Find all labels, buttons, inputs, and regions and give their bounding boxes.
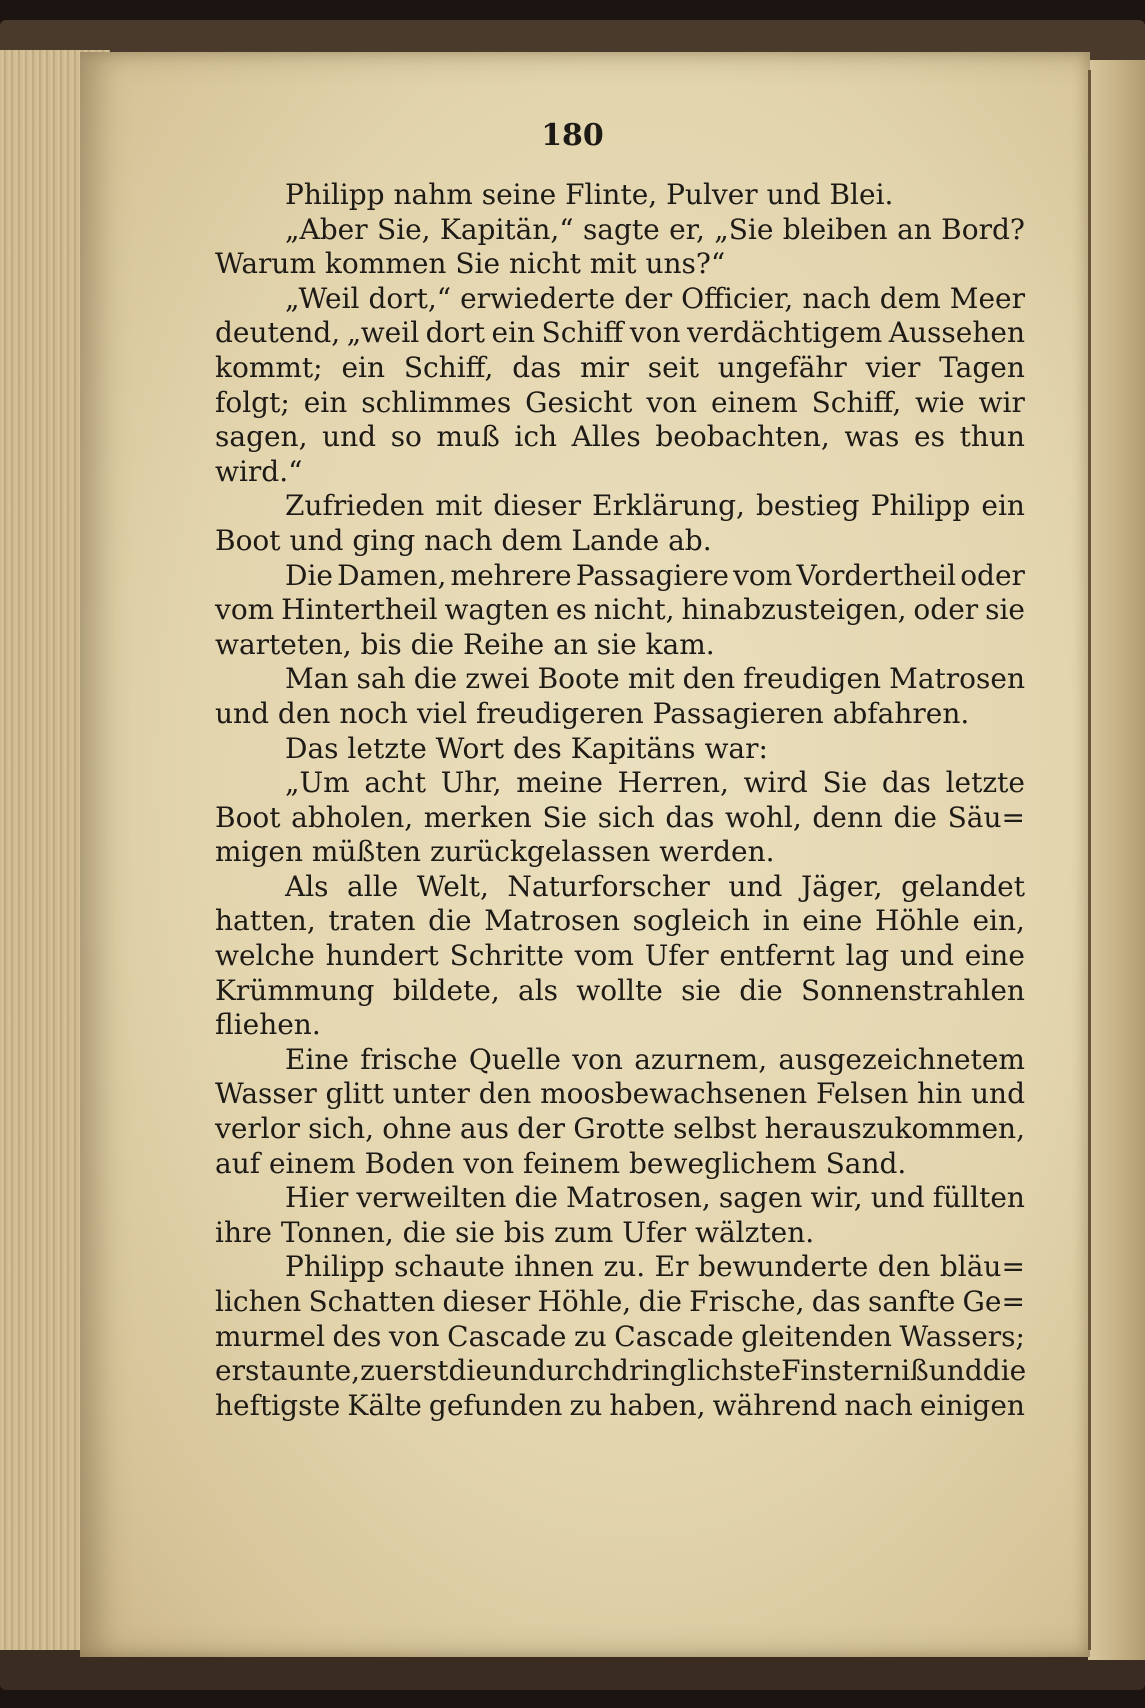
text-line: Zufrieden mit dieser Erklärung, bestieg Philipp ein [285, 489, 1025, 523]
text-line: „Weil dort,“ erwiederte der Officier, nach dem Meer [285, 281, 1025, 315]
text-line: auf einem Boden von feinem beweglichem Sand. [215, 1146, 907, 1180]
page-fold [1088, 70, 1091, 1650]
text-line: Boot und ging nach dem Lande ab. [215, 523, 712, 557]
text-line: Krümmung bildete, als wollte sie die Sonnenstrahlen [215, 973, 1025, 1007]
text-line: er staunte, zuerst die undurchdringlichste Finsterniß und die [215, 1354, 1027, 1388]
text-line: „Aber Sie, Kapitän,“ sagte er, „Sie bleiben an Bord? [285, 212, 1025, 246]
text-line: Philipp nahm seine Flinte, Pulver und Blei. [285, 178, 894, 211]
text-line: Warum kommen Sie nicht mit uns?“ [215, 247, 726, 281]
text-line: vom Hintertheil wagten es nicht, hinabzusteigen, oder sie [215, 593, 1025, 627]
text-line: warteten, bis die Reihe an sie kam. [215, 627, 715, 661]
text-line: ihre Tonnen, die sie bis zum Ufer wälzten. [215, 1215, 815, 1249]
text-line: Die Damen, mehrere Passagiere vom Vordertheil oder [285, 558, 1025, 592]
text-line: lichen Schatten dieser Höhle, die Frische, das sanfte Ge= [215, 1285, 1025, 1318]
text-line: Boot abholen, merken Sie sich das wohl, denn die Säu= [215, 800, 1025, 834]
facing-page-edge [1088, 60, 1145, 1660]
text-line: Eine frische Quelle von azurnem, ausgezeichnetem [285, 1042, 1025, 1076]
text-line: Wasser glitt unter den moosbewachsenen Felsen hin und [215, 1077, 1025, 1111]
text-line: folgt; ein schlimmes Gesicht von einem Schiff, wie wir [215, 385, 1025, 419]
text-line: sagen, und so muß ich Alles beobachten, was es thun [215, 420, 1025, 454]
text-line: und den noch viel freudigeren Passagieren abfahren. [215, 696, 970, 730]
text-line: fliehen. [215, 1008, 321, 1042]
text-line: Als alle Welt, Naturforscher und Jäger, gelandet [285, 869, 1025, 903]
text-line: welche hundert Schritte vom Ufer entfernt lag und eine [215, 939, 1025, 973]
text-line: deutend, „weil dort ein Schiff von verdächtigem Aussehen [215, 316, 1025, 350]
body-text [215, 178, 1025, 1423]
text-line: Philipp schaute ihnen zu. Er bewunderte den bläu= [285, 1250, 1025, 1284]
text-line: „Um acht Uhr, meine Herren, wird Sie das letzte [285, 766, 1025, 800]
text-line: heftigste Kälte gefunden zu haben, während nach einigen [215, 1388, 1025, 1422]
text-line: hatten, traten die Matrosen sogleich in eine Höhle ein, [215, 904, 1025, 938]
text-line: murmel des von Cascade zu Cascade gleitenden Wassers; [215, 1319, 1025, 1353]
text-line: verlor sich, ohne aus der Grotte selbst herauszukommen, [215, 1112, 1025, 1146]
page-number: 180 [541, 118, 604, 153]
text-line: Das letzte Wort des Kapitäns war: [285, 731, 768, 765]
text-line: wird.“ [215, 454, 303, 488]
text-line: migen müßten zurückgelassen werden. [215, 835, 775, 869]
text-line: kommt; ein Schiff, das mir seit ungefähr vier Tagen [215, 350, 1025, 384]
text-line: Man sah die zwei Boote mit den freudigen Matrosen [285, 662, 1025, 696]
text-line: Hier verweilten die Matrosen, sagen wir, und füllten [285, 1181, 1025, 1215]
